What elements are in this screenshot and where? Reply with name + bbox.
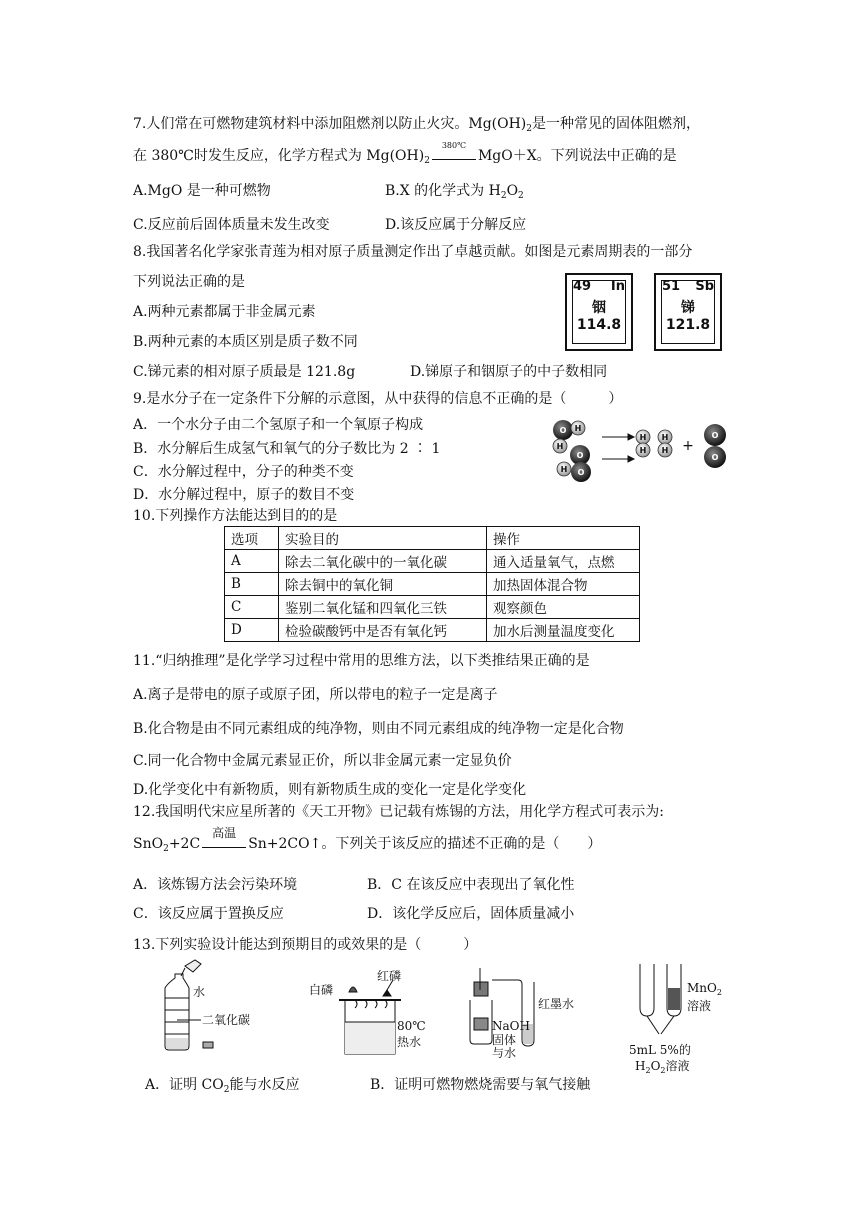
q7-option-b[interactable]: B.X 的化学式为 $H_2O_2$ <box>385 183 524 201</box>
atomic-number: 51 <box>662 279 681 294</box>
water-decomposition-figure <box>540 415 750 485</box>
q8-stem-line1: 8.我国著名化学家张青莲为相对原子质量测定作出了卓越贡献。如图是元素周期表的一部分 <box>133 244 693 260</box>
q9-stem: 9.是水分子在一定条件下分解的示意图，从中获得的信息不正确的是（ ） <box>133 391 623 407</box>
table-row: D 检验碳酸钙中是否有氧化钙 加水后测量温度变化 <box>225 619 640 642</box>
svg-text:H: H <box>639 446 647 455</box>
q12-option-a[interactable]: A．该炼锡方法会污染环境 <box>133 877 298 893</box>
q8-option-a[interactable]: A.两种元素都属于非金属元素 <box>133 304 316 320</box>
svg-text:H: H <box>639 433 647 442</box>
q11-option-a[interactable]: A.离子是带电的原子或原子团，所以带电的粒子一定是离子 <box>133 687 498 703</box>
q9-option-c[interactable]: C．水分解过程中，分子的种类不变 <box>133 464 354 480</box>
q9-option-b[interactable]: B．水分解后生成氢气和氧气的分子数比为 2 ∶ 1 <box>133 441 441 457</box>
naoh-flask-figure <box>462 960 592 1058</box>
q8-option-b[interactable]: B.两种元素的本质区别是质子数不同 <box>133 334 358 350</box>
table-row: A 除去二氧化碳中的一氧化碳 通入适量氧气，点燃 <box>225 550 640 573</box>
q12-stem-line2: SnO$_2$+2C 高温 Sn+2CO↑。下列关于该反应的描述不正确的是（ ） <box>133 826 602 854</box>
q13-stem: 13.下列实验设计能达到预期目的或效果的是（ ） <box>133 937 478 953</box>
svg-text:+: + <box>682 438 694 454</box>
q13-option-b[interactable]: B．证明可燃物燃烧需要与氧气接触 <box>370 1077 591 1093</box>
naoh-label: NaOH <box>492 1019 530 1033</box>
q12-option-b[interactable]: B．C 在该反应中表现出了氧化性 <box>367 877 575 893</box>
svg-text:H: H <box>560 465 568 474</box>
svg-text:O: O <box>559 426 567 435</box>
q9-option-d[interactable]: D．水分解过程中，原子的数目不变 <box>133 487 355 503</box>
q11-option-c[interactable]: C.同一化合物中金属元素显正价，所以非金属元素一定显负价 <box>133 753 512 769</box>
q7-option-c[interactable]: C.反应前后固体质量未发生改变 <box>133 217 330 233</box>
q11-option-d[interactable]: D.化学变化中有新物质，则有新物质生成的变化一定是化学变化 <box>133 782 527 798</box>
q7-stem-line1: 7.人们常在可燃物建筑材料中添加阻燃剂以防止火灾。$Mg(OH)_2$是一种常见的固体阻燃剂， <box>133 116 700 134</box>
element-name: 锑 <box>681 300 695 316</box>
q10-stem: 10.下列操作方法能达到目的的是 <box>133 508 338 524</box>
svg-text:O: O <box>577 468 585 477</box>
svg-text:O: O <box>576 451 584 460</box>
table-header-row: 选项 实验目的 操作 <box>225 527 640 550</box>
q7-stem-line2: 在 380℃时发生反应，化学方程式为 $Mg(OH)_2$ 380℃ MgO＋X。下列说法中正确的是 <box>133 141 677 166</box>
svg-text:H: H <box>574 424 582 433</box>
element-symbol: In <box>610 279 625 294</box>
table-row: C 鉴别二氧化锰和四氧化三铁 观察颜色 <box>225 596 640 619</box>
red-phosphorus-label: 红磷 <box>377 970 402 983</box>
co2-bottle-figure <box>155 958 265 1058</box>
test-tubes-figure <box>605 958 745 1076</box>
water-label: 水 <box>193 985 206 999</box>
reaction-arrow: 380℃ <box>432 150 476 160</box>
temperature-label: 80℃ <box>397 1019 426 1033</box>
element-symbol: Sb <box>695 279 714 294</box>
atomic-mass: 114.8 <box>576 317 622 333</box>
white-phosphorus-label: 白磷 <box>309 983 334 997</box>
q7-option-a[interactable]: A.MgO 是一种可燃物 <box>133 183 271 199</box>
solution-label: 溶液 <box>687 999 712 1013</box>
q8-stem-line2: 下列说法正确的是 <box>133 274 245 290</box>
q7-option-d[interactable]: D.该反应属于分解反应 <box>385 217 527 233</box>
q8-option-c[interactable]: C.锑元素的相对原子质最是 121.8g <box>133 364 356 380</box>
svg-text:O: O <box>711 431 719 440</box>
svg-text:MnO2: MnO$_2$ <box>687 981 722 997</box>
svg-text:H: H <box>556 442 564 451</box>
q9-option-a[interactable]: A．一个水分子由二个氢原子和一个氧原子构成 <box>133 417 424 433</box>
atomic-mass: 121.8 <box>665 317 711 333</box>
svg-text:H2O2溶液: $H_2O_2$溶液 <box>635 1059 690 1075</box>
element-card-sb <box>654 273 722 351</box>
amount-label: 5mL 5%的 <box>629 1043 691 1057</box>
mno2-label: MnO <box>687 981 717 995</box>
svg-text:O: O <box>711 453 719 462</box>
table-row: B 除去铜中的氧化铜 加热固体混合物 <box>225 573 640 596</box>
hot-water-label: 热水 <box>397 1035 422 1049</box>
atomic-number: 49 <box>573 279 592 294</box>
q8-option-d[interactable]: D.锑原子和铟原子的中子数相同 <box>410 364 608 380</box>
q12-option-c[interactable]: C．该反应属于置换反应 <box>133 906 284 922</box>
q11-option-b[interactable]: B.化合物是由不同元素组成的纯净物，则由不同元素组成的纯净物一定是化合物 <box>133 721 624 737</box>
phosphorus-combustion-figure <box>305 970 435 1060</box>
reaction-arrow: 高温 <box>202 836 246 848</box>
solid-label: 固体 <box>492 1033 517 1047</box>
element-card-in <box>565 273 633 351</box>
q12-option-d[interactable]: D．该化学反应后，固体质量减小 <box>367 906 575 922</box>
q13-option-a[interactable]: A．证明 $CO_2$能与水反应 <box>145 1077 300 1095</box>
svg-text:H: H <box>661 446 669 455</box>
with-water-label: 与水 <box>492 1046 517 1058</box>
q11-stem: 11.“归纳推理”是化学学习过程中常用的思维方法，以下类推结果正确的是 <box>133 653 590 669</box>
element-name: 铟 <box>592 300 606 316</box>
red-ink-label: 红墨水 <box>538 997 575 1011</box>
svg-text:H: H <box>661 433 669 442</box>
q10-table <box>224 526 640 642</box>
q12-stem-line1: 12.我国明代宋应星所著的《天工开物》已记载有炼锡的方法，用化学方程式可表示为: <box>133 804 664 820</box>
co2-label: 二氧化碳 <box>202 1013 251 1027</box>
h2o2-label: H <box>635 1059 646 1073</box>
